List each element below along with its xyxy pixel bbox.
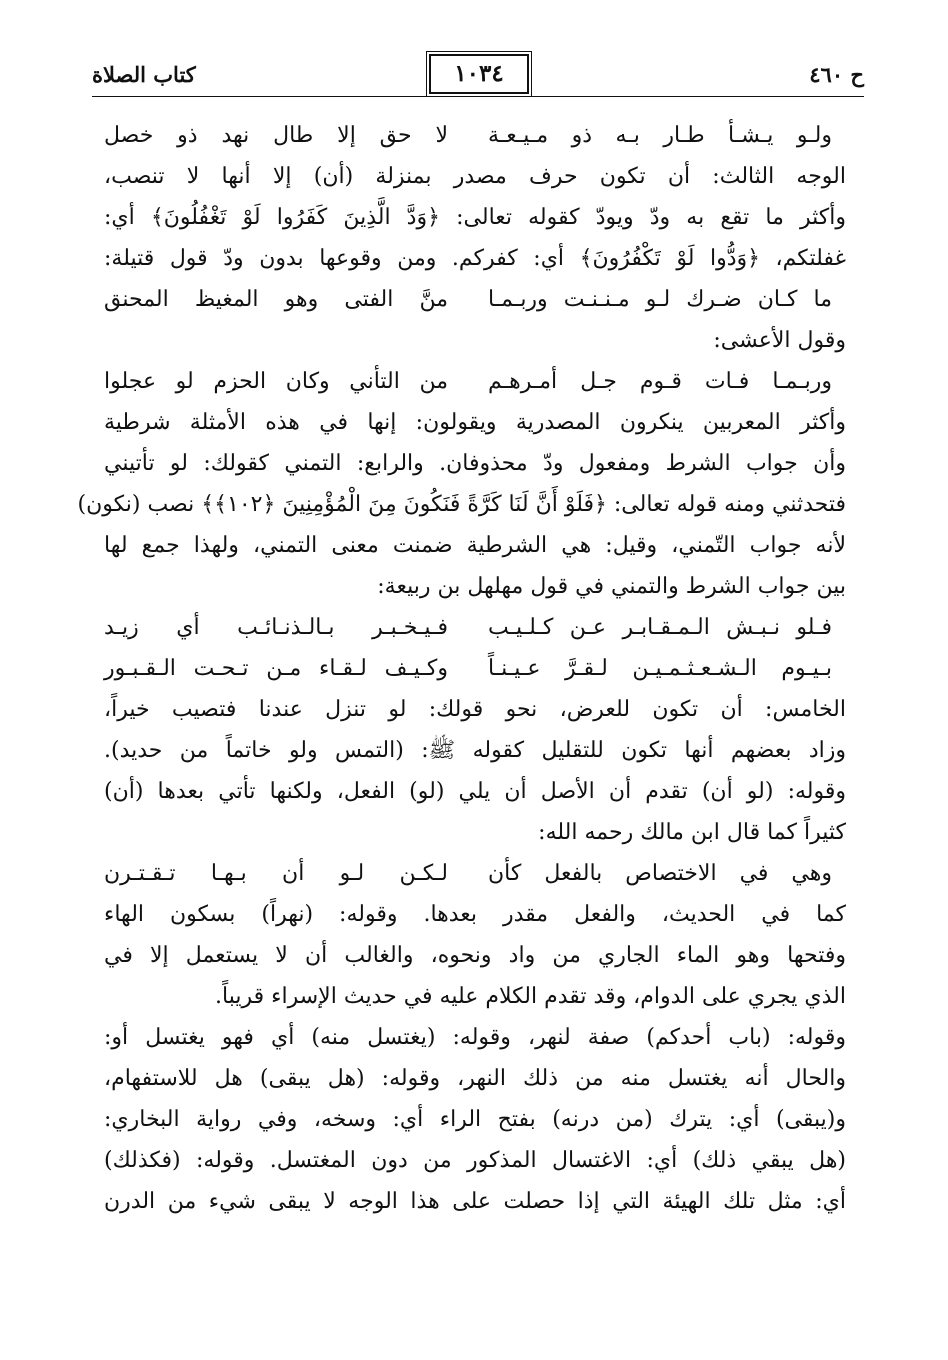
text-line: وزاد بعضهم أنها تكون للتقليل كقوله ﷺ: (التمس ولو خاتماً من حديد). [104, 738, 846, 763]
verse-line [104, 651, 846, 691]
verse-hemistich-left: وكـيـف لـقـاء مـن تـحـت الـقـبـور [104, 656, 448, 681]
text-line: بين جواب الشرط والتمني في قول مهلهل بن ربيعة: [377, 574, 846, 599]
verse-hemistich-left: فـيـخـبـر بـالـذنـائـب أي زيـد [104, 615, 448, 640]
running-header [92, 54, 864, 100]
page-number-box: ١٠٣٤ [429, 54, 529, 94]
verse-line [104, 282, 846, 322]
text-line: كما في الحديث، والفعل مقدر بعدها. وقوله: (نهراً) بسكون الهاء [104, 902, 846, 927]
header-rule [92, 96, 864, 97]
text-line: وقوله: (لو أن) تقدم أن الأصل أن يلي (لو) الفعل، ولكنها تأتي بعدها (أن) [104, 779, 846, 804]
text-line: الذي يجري على الدوام، وقد تقدم الكلام عليه في حديث الإسراء قريباً. [215, 984, 846, 1009]
verse-hemistich-right: بـيـوم الـشـعـثـمـيـن لـقـرَّ عـيـنـاً [488, 656, 832, 681]
verse-hemistich-right: ما كـان ضـرك لـو مـنـنـت وربـمـا [488, 287, 832, 312]
verse-hemistich-left: لـكـن لـو أن بـهـا تـقـتـرن [104, 861, 448, 886]
text-line: وأن جواب الشرط ومفعول ودّ محذوفان. والرابع: التمني كقولك: لو تأتيني [104, 451, 846, 476]
verse-hemistich-left: من التأني وكان الحزم لو عجلوا [104, 369, 448, 394]
text-line: وفتحها وهو الماء الجاري من واد ونحوه، والغالب أن لا يستعمل إلا في [104, 943, 846, 968]
text-line: و(يبقى) أي: يترك (من درنه) بفتح الراء أي: وسخه، وفي رواية البخاري: [104, 1107, 846, 1132]
verse-hemistich-right: ولـو يـشـأ طـار بـه ذو مـيـعـة [488, 123, 832, 148]
volume-label: ح ٤٦٠ [809, 62, 864, 87]
verse-hemistich-left: لا حق إلا طال نهد ذو خصل [104, 123, 448, 148]
verse-line [104, 610, 846, 650]
text-line: وقوله: (باب أحدكم) صفة لنهر، وقوله: (يغتسل منه) أي فهو يغتسل أو: [104, 1025, 846, 1050]
text-line: أي: مثل تلك الهيئة التي إذا حصلت على هذا الوجه لا يبقى شيء من الدرن [104, 1189, 846, 1214]
verse-hemistich-right: وربـمـا فـات قـوم جـل أمـرهـم [488, 369, 832, 394]
text-line: الخامس: أن تكون للعرض، نحو قولك: لو تنزل عندنا فتصيب خيراً، [104, 697, 846, 722]
text-line: لأنه جواب التّمني، وقيل: هي الشرطية ضمنت معنى التمني، ولهذا جمع لها [104, 533, 846, 558]
text-line: فتحدثني ومنه قوله تعالى: ﴿فَلَوْ أَنَّ لَنَا كَرَّةً فَنَكُونَ مِنَ الْمُؤْمِنِينَ ﴿١٠٢﴾﴾ نصب (نكون) [77, 492, 846, 517]
book-title: كتاب الصلاة [92, 62, 196, 87]
verse-hemistich-left: منَّ الفتى وهو المغيظ المحنق [104, 287, 448, 312]
text-line: والحال أنه يغتسل منه من ذلك النهر، وقوله: (هل يبقى) هل للاستفهام، [104, 1066, 846, 1091]
verse-line [104, 856, 846, 896]
verse-line [104, 364, 846, 404]
verse-hemistich-right: وهي في الاختصاص بالفعل كأن [488, 861, 832, 886]
verse-hemistich-right: فـلو نـبـش الـمـقـابـر عـن كـلـيـب [488, 615, 832, 640]
text-line: (هل يبقي ذلك) أي: الاغتسال المذكور من دون المغتسل. وقوله: (فكذلك) [104, 1148, 846, 1173]
text-line: وأكثر ما تقع به ودّ ويودّ كقوله تعالى: ﴿وَدَّ الَّذِينَ كَفَرُوا لَوْ تَغْفُلُونَ﴾ أي: [104, 205, 846, 230]
text-line: الوجه الثالث: أن تكون حرف مصدر بمنزلة (أن) إلا أنها لا تنصب، [104, 164, 846, 189]
verse-line [104, 118, 846, 158]
text-line: غفلتكم، ﴿وَدُّوا لَوْ تَكْفُرُونَ﴾ أي: كفركم. ومن وقوعها بدون ودّ قول قتيلة: [104, 246, 846, 271]
text-line: كثيراً كما قال ابن مالك رحمه الله: [538, 820, 846, 845]
text-line: وأكثر المعربين ينكرون المصدرية ويقولون: إنها في هذه الأمثلة شرطية [104, 410, 846, 435]
text-line: وقول الأعشى: [713, 328, 846, 353]
